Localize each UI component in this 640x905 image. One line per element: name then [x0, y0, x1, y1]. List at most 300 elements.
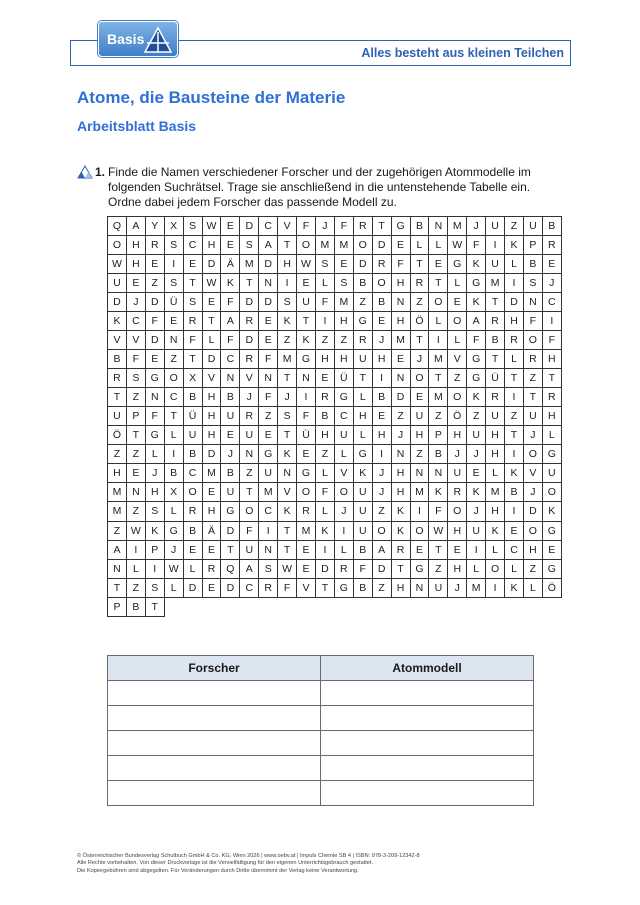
puzzle-cell: F [297, 407, 316, 426]
puzzle-cell: B [505, 483, 524, 502]
puzzle-cell: V [278, 217, 297, 236]
puzzle-cell: R [203, 560, 222, 579]
puzzle-cell: M [259, 483, 278, 502]
puzzle-cell: M [108, 502, 127, 521]
puzzle-cell: K [486, 522, 505, 541]
puzzle-cell: L [524, 579, 543, 598]
puzzle-cell: T [505, 369, 524, 388]
puzzle-cell: E [184, 255, 203, 274]
puzzle-cell: E [127, 274, 146, 293]
puzzle-cell: A [467, 312, 486, 331]
puzzle-cell: L [448, 331, 467, 350]
puzzle-cell: W [127, 522, 146, 541]
puzzle-cell: K [316, 522, 335, 541]
puzzle-cell: H [203, 426, 222, 445]
puzzle-cell: F [354, 560, 373, 579]
puzzle-cell: B [108, 350, 127, 369]
puzzle-cell: Z [259, 407, 278, 426]
puzzle-cell: H [392, 274, 411, 293]
puzzle-cell: V [278, 483, 297, 502]
puzzle-cell: B [127, 598, 146, 617]
puzzle-cell: I [259, 522, 278, 541]
puzzle-cell: H [316, 426, 335, 445]
puzzle-cell: O [448, 502, 467, 521]
puzzle-cell: Ö [108, 426, 127, 445]
puzzle-cell: W [108, 255, 127, 274]
puzzle-cell: K [221, 274, 240, 293]
puzzle-cell: C [221, 350, 240, 369]
puzzle-cell: H [392, 312, 411, 331]
puzzle-cell: I [411, 502, 430, 521]
puzzle-cell: Z [467, 407, 486, 426]
puzzle-cell: Ü [335, 369, 354, 388]
puzzle-cell: C [184, 236, 203, 255]
puzzle-cell: E [505, 522, 524, 541]
puzzle-cell: B [373, 388, 392, 407]
puzzle-cell: F [146, 407, 165, 426]
puzzle-cell: B [524, 255, 543, 274]
puzzle-cell: H [203, 388, 222, 407]
puzzle-cell: P [108, 598, 127, 617]
puzzle-cell: M [448, 217, 467, 236]
puzzle-cell: E [221, 236, 240, 255]
puzzle-cell: M [297, 522, 316, 541]
puzzle-cell: K [392, 502, 411, 521]
atommodell-cell[interactable] [321, 731, 534, 756]
puzzle-cell: G [297, 350, 316, 369]
puzzle-cell: R [316, 388, 335, 407]
puzzle-cell: U [467, 426, 486, 445]
puzzle-cell: O [335, 483, 354, 502]
puzzle-cell: G [146, 426, 165, 445]
puzzle-cell: K [146, 522, 165, 541]
puzzle-cell: L [467, 560, 486, 579]
puzzle-cell: D [259, 293, 278, 312]
puzzle-cell: Ü [486, 369, 505, 388]
puzzle-cell: W [165, 560, 184, 579]
puzzle-cell: V [108, 331, 127, 350]
puzzle-cell: Ä [221, 255, 240, 274]
puzzle-cell: Ä [203, 522, 222, 541]
puzzle-cell: O [524, 445, 543, 464]
puzzle-cell: Z [165, 350, 184, 369]
puzzle-cell: F [467, 331, 486, 350]
puzzle-cell: W [203, 217, 222, 236]
puzzle-cell: B [184, 522, 203, 541]
puzzle-cell: Z [127, 388, 146, 407]
puzzle-cell: B [354, 541, 373, 560]
puzzle-cell: R [486, 312, 505, 331]
puzzle-cell: H [127, 255, 146, 274]
puzzle-cell: H [448, 522, 467, 541]
puzzle-cell: H [486, 445, 505, 464]
puzzle-cell: Z [108, 445, 127, 464]
puzzle-cell: K [278, 502, 297, 521]
puzzle-cell: D [203, 350, 222, 369]
puzzle-cell: D [184, 579, 203, 598]
puzzle-cell: B [316, 407, 335, 426]
forscher-cell[interactable] [108, 681, 321, 706]
puzzle-cell: J [316, 217, 335, 236]
puzzle-cell: H [127, 236, 146, 255]
puzzle-cell: R [486, 388, 505, 407]
puzzle-cell: O [448, 312, 467, 331]
puzzle-cell: D [146, 293, 165, 312]
puzzle-cell: O [543, 483, 562, 502]
puzzle-cell: B [429, 445, 448, 464]
puzzle-cell: E [297, 445, 316, 464]
puzzle-cell: U [429, 579, 448, 598]
puzzle-cell: K [467, 483, 486, 502]
puzzle-cell: H [354, 407, 373, 426]
puzzle-cell: B [486, 331, 505, 350]
puzzle-cell: X [165, 483, 184, 502]
column-header-forscher: Forscher [108, 656, 321, 681]
puzzle-cell: J [240, 388, 259, 407]
puzzle-cell: N [429, 464, 448, 483]
puzzle-cell: O [411, 369, 430, 388]
puzzle-cell: W [297, 255, 316, 274]
puzzle-cell: G [297, 464, 316, 483]
puzzle-cell: N [297, 369, 316, 388]
puzzle-cell: R [108, 369, 127, 388]
puzzle-cell: J [467, 217, 486, 236]
puzzle-cell: H [505, 312, 524, 331]
puzzle-cell: H [203, 236, 222, 255]
puzzle-cell: F [278, 579, 297, 598]
puzzle-cell: U [108, 274, 127, 293]
puzzle-cell: E [259, 312, 278, 331]
puzzle-cell: E [429, 255, 448, 274]
puzzle-cell: F [316, 293, 335, 312]
puzzle-cell: U [221, 407, 240, 426]
puzzle-cell: I [373, 445, 392, 464]
puzzle-cell: M [203, 464, 222, 483]
puzzle-cell: E [467, 464, 486, 483]
puzzle-cell: U [354, 522, 373, 541]
puzzle-cell: T [354, 369, 373, 388]
puzzle-cell: V [127, 331, 146, 350]
puzzle-cell: T [278, 522, 297, 541]
puzzle-cell: H [448, 560, 467, 579]
puzzle-cell: L [316, 464, 335, 483]
puzzle-cell: N [221, 369, 240, 388]
puzzle-cell: N [127, 483, 146, 502]
puzzle-cell: G [467, 350, 486, 369]
puzzle-cell: V [240, 369, 259, 388]
puzzle-cell: R [448, 483, 467, 502]
puzzle-cell: H [146, 483, 165, 502]
puzzle-cell: E [221, 426, 240, 445]
puzzle-cell: L [505, 255, 524, 274]
puzzle-cell: M [278, 350, 297, 369]
puzzle-cell: J [146, 464, 165, 483]
puzzle-cell: E [392, 350, 411, 369]
puzzle-cell: K [505, 579, 524, 598]
puzzle-cell: H [392, 579, 411, 598]
atommodell-cell[interactable] [321, 681, 534, 706]
atommodell-cell[interactable] [321, 756, 534, 781]
puzzle-cell: M [392, 331, 411, 350]
puzzle-cell: Q [108, 217, 127, 236]
puzzle-cell: K [467, 255, 486, 274]
puzzle-cell: G [467, 274, 486, 293]
puzzle-cell: R [373, 255, 392, 274]
puzzle-cell: C [259, 217, 278, 236]
puzzle-cell: Z [411, 445, 430, 464]
puzzle-cell: M [240, 255, 259, 274]
forscher-cell[interactable] [108, 781, 321, 806]
puzzle-cell: U [221, 483, 240, 502]
puzzle-cell: D [203, 255, 222, 274]
puzzle-cell: K [297, 331, 316, 350]
puzzle-cell: N [108, 560, 127, 579]
puzzle-cell: I [127, 541, 146, 560]
puzzle-cell: Ö [448, 407, 467, 426]
puzzle-cell: T [411, 255, 430, 274]
puzzle-cell: E [165, 312, 184, 331]
logo-text: Basis [107, 31, 145, 47]
puzzle-cell: C [184, 464, 203, 483]
puzzle-cell: W [203, 274, 222, 293]
puzzle-cell: Ü [297, 426, 316, 445]
puzzle-cell: J [373, 483, 392, 502]
puzzle-cell: U [486, 255, 505, 274]
puzzle-cell: D [259, 255, 278, 274]
puzzle-cell: L [448, 274, 467, 293]
puzzle-cell: G [335, 579, 354, 598]
footer-line: Die Kopiergebühren sind abgegolten. Für Veränderungen durch Dritte übernimmt der Verlag keine Verantwortung. [77, 867, 359, 874]
puzzle-cell: H [108, 464, 127, 483]
puzzle-cell: U [543, 464, 562, 483]
footer-line: Alle Rechte vorbehalten. Von dieser Druckvorlage ist die Vervielfältigung für den eigenen Unterrichtsgebrauch gestattet. [77, 860, 374, 867]
puzzle-cell: J [411, 350, 430, 369]
puzzle-cell: T [146, 598, 165, 617]
puzzle-cell: E [259, 331, 278, 350]
puzzle-cell: A [259, 236, 278, 255]
puzzle-cell: Z [108, 522, 127, 541]
puzzle-cell: B [221, 464, 240, 483]
puzzle-cell: H [524, 541, 543, 560]
puzzle-cell: G [543, 522, 562, 541]
puzzle-cell: Z [335, 331, 354, 350]
puzzle-cell: Z [505, 407, 524, 426]
puzzle-cell: E [297, 541, 316, 560]
puzzle-cell: H [335, 350, 354, 369]
puzzle-cell: C [543, 293, 562, 312]
puzzle-cell: I [165, 445, 184, 464]
puzzle-cell: G [448, 255, 467, 274]
puzzle-cell: E [411, 388, 430, 407]
puzzle-cell: I [543, 312, 562, 331]
puzzle-cell: S [146, 502, 165, 521]
puzzle-cell: O [524, 331, 543, 350]
puzzle-cell: Z [429, 560, 448, 579]
puzzle-cell: H [448, 426, 467, 445]
puzzle-cell: E [335, 255, 354, 274]
puzzle-cell: S [278, 293, 297, 312]
puzzle-cell: T [221, 541, 240, 560]
puzzle-cell: W [448, 236, 467, 255]
puzzle-cell: T [278, 541, 297, 560]
puzzle-cell: K [467, 388, 486, 407]
puzzle-cell: O [486, 560, 505, 579]
puzzle-cell: I [486, 236, 505, 255]
forscher-cell[interactable] [108, 706, 321, 731]
puzzle-cell: F [467, 236, 486, 255]
puzzle-cell: L [429, 312, 448, 331]
puzzle-cell: J [373, 464, 392, 483]
puzzle-cell: N [259, 369, 278, 388]
puzzle-cell: I [505, 388, 524, 407]
puzzle-cell: T [297, 312, 316, 331]
puzzle-cell: I [146, 560, 165, 579]
puzzle-cell: R [146, 236, 165, 255]
puzzle-cell: L [203, 331, 222, 350]
puzzle-cell: S [146, 579, 165, 598]
puzzle-cell: D [505, 293, 524, 312]
puzzle-cell: R [392, 541, 411, 560]
puzzle-cell: F [297, 217, 316, 236]
puzzle-cell: C [127, 312, 146, 331]
puzzle-cell: U [354, 502, 373, 521]
puzzle-cell: J [467, 445, 486, 464]
puzzle-cell: J [524, 483, 543, 502]
puzzle-cell: T [278, 426, 297, 445]
puzzle-cell: H [316, 350, 335, 369]
puzzle-cell: O [297, 236, 316, 255]
puzzle-cell: D [373, 560, 392, 579]
answer-row [108, 756, 534, 781]
forscher-cell[interactable] [108, 756, 321, 781]
puzzle-cell: W [429, 522, 448, 541]
atommodell-cell[interactable] [321, 781, 534, 806]
puzzle-cell: A [373, 541, 392, 560]
puzzle-cell: F [221, 331, 240, 350]
puzzle-cell: L [165, 579, 184, 598]
puzzle-cell: J [467, 502, 486, 521]
puzzle-cell: E [127, 464, 146, 483]
puzzle-cell: L [505, 560, 524, 579]
puzzle-cell: E [146, 350, 165, 369]
puzzle-cell: M [335, 293, 354, 312]
puzzle-cell: X [165, 217, 184, 236]
puzzle-cell: T [505, 426, 524, 445]
puzzle-cell: T [429, 541, 448, 560]
puzzle-cell: R [543, 388, 562, 407]
puzzle-cell: E [221, 217, 240, 236]
puzzle-cell: K [505, 464, 524, 483]
puzzle-cell: R [184, 502, 203, 521]
puzzle-cell: T [429, 369, 448, 388]
puzzle-cell: S [165, 236, 184, 255]
puzzle-cell: Z [411, 293, 430, 312]
puzzle-cell: D [146, 331, 165, 350]
puzzle-cell: L [146, 445, 165, 464]
puzzle-cell: Z [316, 445, 335, 464]
puzzle-cell: J [221, 445, 240, 464]
puzzle-cell: V [524, 464, 543, 483]
puzzle-cell: Z [429, 407, 448, 426]
puzzle-cell: T [127, 426, 146, 445]
puzzle-cell: L [316, 274, 335, 293]
puzzle-cell: K [354, 464, 373, 483]
puzzle-cell: R [543, 236, 562, 255]
puzzle-cell: L [429, 236, 448, 255]
puzzle-cell: S [127, 369, 146, 388]
puzzle-cell: F [259, 388, 278, 407]
puzzle-cell: F [429, 502, 448, 521]
puzzle-cell: N [146, 388, 165, 407]
puzzle-cell: E [316, 369, 335, 388]
puzzle-cell: R [297, 502, 316, 521]
puzzle-cell: T [543, 369, 562, 388]
word-search-grid [107, 216, 562, 617]
puzzle-cell: S [165, 274, 184, 293]
puzzle-cell: M [108, 483, 127, 502]
puzzle-cell: O [448, 388, 467, 407]
puzzle-cell: S [524, 274, 543, 293]
puzzle-cell: E [297, 560, 316, 579]
puzzle-cell: U [524, 217, 543, 236]
puzzle-cell: J [543, 274, 562, 293]
puzzle-cell: T [316, 579, 335, 598]
puzzle-cell: N [411, 464, 430, 483]
puzzle-cell: T [240, 483, 259, 502]
puzzle-cell: J [448, 445, 467, 464]
puzzle-cell: Z [354, 293, 373, 312]
puzzle-cell: S [316, 255, 335, 274]
task-instructions: Finde die Namen verschiedener Forscher und der zugehörigen Atommodelle im folgenden Suchrätsel. Trage sie anschließend in die untenstehende Tabelle ein. Ordne dabei jedem Forscher das passende Modell zu. [108, 165, 531, 209]
puzzle-cell: J [392, 426, 411, 445]
puzzle-cell: E [203, 483, 222, 502]
puzzle-cell: T [411, 331, 430, 350]
puzzle-cell: D [316, 560, 335, 579]
puzzle-cell: Z [316, 331, 335, 350]
puzzle-cell: H [543, 350, 562, 369]
puzzle-cell: C [259, 502, 278, 521]
atommodell-cell[interactable] [321, 706, 534, 731]
puzzle-cell: N [392, 293, 411, 312]
puzzle-cell: M [411, 483, 430, 502]
puzzle-cell: R [259, 579, 278, 598]
puzzle-cell: I [505, 502, 524, 521]
puzzle-cell: S [240, 236, 259, 255]
puzzle-cell: M [316, 236, 335, 255]
forscher-cell[interactable] [108, 731, 321, 756]
puzzle-cell: A [108, 541, 127, 560]
puzzle-cell: U [411, 407, 430, 426]
puzzle-cell: S [259, 560, 278, 579]
page-title: Atome, die Bausteine der Materie [77, 88, 346, 107]
puzzle-cell: Z [127, 502, 146, 521]
puzzle-cell: J [373, 331, 392, 350]
puzzle-cell: V [335, 464, 354, 483]
puzzle-cell: Q [221, 560, 240, 579]
puzzle-cell: R [240, 407, 259, 426]
puzzle-cell: L [165, 426, 184, 445]
puzzle-cell: O [165, 369, 184, 388]
puzzle-cell: E [373, 407, 392, 426]
puzzle-cell: J [278, 388, 297, 407]
puzzle-cell: A [221, 312, 240, 331]
answer-row [108, 706, 534, 731]
puzzle-cell: A [240, 560, 259, 579]
puzzle-cell: L [486, 464, 505, 483]
puzzle-cell: N [165, 331, 184, 350]
puzzle-cell: K [108, 312, 127, 331]
puzzle-cell: Z [127, 579, 146, 598]
